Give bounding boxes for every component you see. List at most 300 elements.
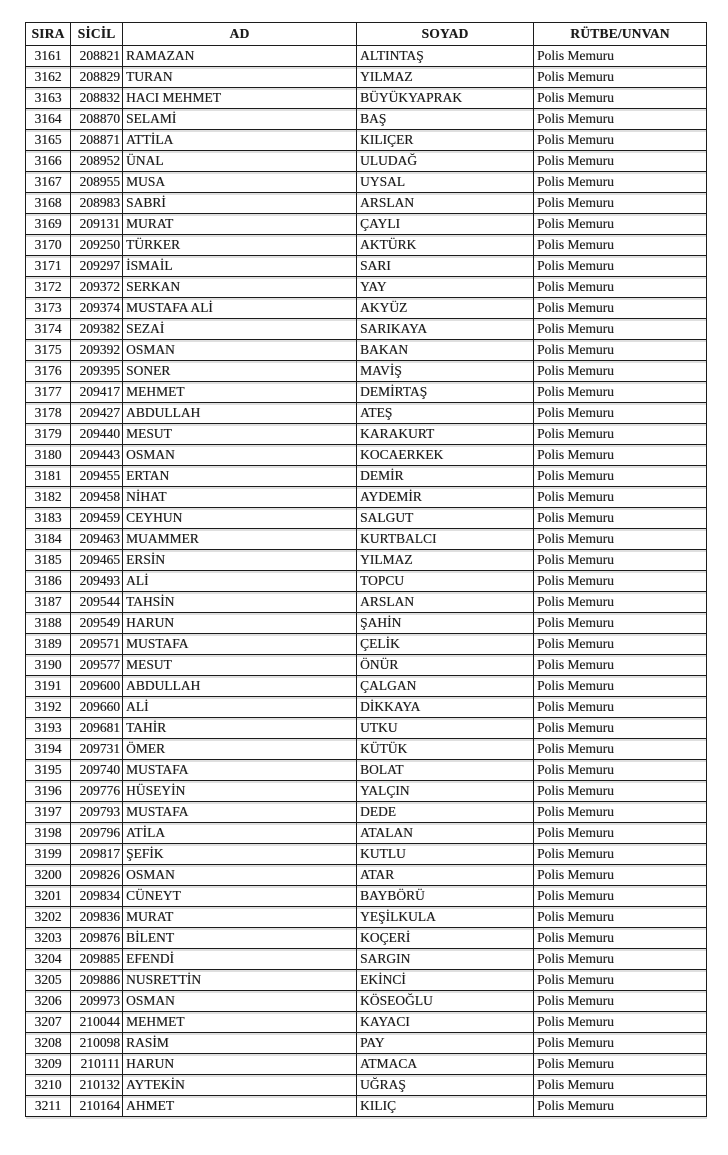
cell-sicil: 209793 [71, 802, 123, 823]
cell-sicil: 209465 [71, 550, 123, 571]
cell-ad: ABDULLAH [123, 403, 357, 424]
column-header-sira: SIRA [26, 23, 71, 46]
cell-rutbe: Polis Memuru [534, 844, 707, 865]
table-row [26, 1075, 707, 1096]
cell-ad: MUSTAFA [123, 634, 357, 655]
table-row [26, 424, 707, 445]
cell-sicil: 209731 [71, 739, 123, 760]
cell-rutbe: Polis Memuru [534, 676, 707, 697]
table-row [26, 172, 707, 193]
cell-ad: MUSTAFA ALİ [123, 298, 357, 319]
table-row [26, 1012, 707, 1033]
cell-soyad: AYDEMİR [357, 487, 534, 508]
cell-soyad: ATAR [357, 865, 534, 886]
cell-ad: ALİ [123, 697, 357, 718]
cell-sira: 3193 [26, 718, 71, 739]
cell-sicil: 209577 [71, 655, 123, 676]
cell-sira: 3187 [26, 592, 71, 613]
cell-rutbe: Polis Memuru [534, 592, 707, 613]
cell-sira: 3164 [26, 109, 71, 130]
cell-soyad: UTKU [357, 718, 534, 739]
table-row [26, 298, 707, 319]
table-row [26, 508, 707, 529]
cell-ad: ÜNAL [123, 151, 357, 172]
cell-sicil: 209549 [71, 613, 123, 634]
cell-sicil: 209973 [71, 991, 123, 1012]
cell-sira: 3190 [26, 655, 71, 676]
table-row [26, 655, 707, 676]
cell-ad: OSMAN [123, 991, 357, 1012]
column-header-soyad: SOYAD [357, 23, 534, 46]
cell-sira: 3200 [26, 865, 71, 886]
cell-sicil: 209681 [71, 718, 123, 739]
cell-rutbe: Polis Memuru [534, 697, 707, 718]
cell-sira: 3191 [26, 676, 71, 697]
cell-rutbe: Polis Memuru [534, 508, 707, 529]
table-row [26, 256, 707, 277]
cell-rutbe: Polis Memuru [534, 907, 707, 928]
cell-ad: SABRİ [123, 193, 357, 214]
cell-soyad: BOLAT [357, 760, 534, 781]
cell-soyad: ÖNÜR [357, 655, 534, 676]
cell-sicil: 209382 [71, 319, 123, 340]
table-row [26, 760, 707, 781]
cell-sicil: 209392 [71, 340, 123, 361]
cell-rutbe: Polis Memuru [534, 1033, 707, 1054]
cell-ad: RAMAZAN [123, 46, 357, 67]
cell-sicil: 209885 [71, 949, 123, 970]
cell-ad: BİLENT [123, 928, 357, 949]
cell-rutbe: Polis Memuru [534, 928, 707, 949]
cell-rutbe: Polis Memuru [534, 67, 707, 88]
cell-sira: 3186 [26, 571, 71, 592]
cell-soyad: YAY [357, 277, 534, 298]
cell-soyad: YILMAZ [357, 67, 534, 88]
cell-sicil: 209427 [71, 403, 123, 424]
cell-sicil: 210132 [71, 1075, 123, 1096]
cell-sicil: 209834 [71, 886, 123, 907]
cell-soyad: KILIÇ [357, 1096, 534, 1117]
cell-soyad: MAVİŞ [357, 361, 534, 382]
cell-soyad: UYSAL [357, 172, 534, 193]
table-row [26, 970, 707, 991]
cell-sicil: 209458 [71, 487, 123, 508]
cell-rutbe: Polis Memuru [534, 424, 707, 445]
cell-rutbe: Polis Memuru [534, 298, 707, 319]
cell-sira: 3169 [26, 214, 71, 235]
cell-rutbe: Polis Memuru [534, 88, 707, 109]
cell-rutbe: Polis Memuru [534, 970, 707, 991]
cell-sira: 3208 [26, 1033, 71, 1054]
cell-sira: 3177 [26, 382, 71, 403]
cell-rutbe: Polis Memuru [534, 949, 707, 970]
table-row [26, 844, 707, 865]
cell-soyad: KILIÇER [357, 130, 534, 151]
cell-rutbe: Polis Memuru [534, 151, 707, 172]
table-row [26, 382, 707, 403]
cell-sicil: 209817 [71, 844, 123, 865]
cell-sira: 3184 [26, 529, 71, 550]
table-row [26, 151, 707, 172]
cell-sira: 3171 [26, 256, 71, 277]
cell-rutbe: Polis Memuru [534, 1054, 707, 1075]
cell-sira: 3161 [26, 46, 71, 67]
cell-rutbe: Polis Memuru [534, 130, 707, 151]
cell-sicil: 210044 [71, 1012, 123, 1033]
cell-sira: 3195 [26, 760, 71, 781]
cell-ad: SELAMİ [123, 109, 357, 130]
table-row [26, 445, 707, 466]
cell-rutbe: Polis Memuru [534, 256, 707, 277]
cell-soyad: ÇELİK [357, 634, 534, 655]
cell-sira: 3182 [26, 487, 71, 508]
cell-sicil: 209886 [71, 970, 123, 991]
cell-ad: ABDULLAH [123, 676, 357, 697]
cell-ad: SEZAİ [123, 319, 357, 340]
cell-ad: ŞEFİK [123, 844, 357, 865]
cell-ad: TAHİR [123, 718, 357, 739]
cell-rutbe: Polis Memuru [534, 487, 707, 508]
cell-ad: MESUT [123, 655, 357, 676]
cell-rutbe: Polis Memuru [534, 319, 707, 340]
cell-sicil: 209600 [71, 676, 123, 697]
cell-ad: CEYHUN [123, 508, 357, 529]
cell-sicil: 209459 [71, 508, 123, 529]
cell-sira: 3181 [26, 466, 71, 487]
cell-rutbe: Polis Memuru [534, 1096, 707, 1117]
cell-ad: NUSRETTİN [123, 970, 357, 991]
cell-sicil: 208821 [71, 46, 123, 67]
cell-rutbe: Polis Memuru [534, 865, 707, 886]
cell-soyad: SARGIN [357, 949, 534, 970]
table-row [26, 319, 707, 340]
cell-rutbe: Polis Memuru [534, 529, 707, 550]
cell-sira: 3167 [26, 172, 71, 193]
cell-soyad: KAYACI [357, 1012, 534, 1033]
cell-rutbe: Polis Memuru [534, 802, 707, 823]
cell-ad: SONER [123, 361, 357, 382]
cell-ad: ALİ [123, 571, 357, 592]
cell-sira: 3166 [26, 151, 71, 172]
cell-soyad: YILMAZ [357, 550, 534, 571]
cell-ad: EFENDİ [123, 949, 357, 970]
table-row [26, 613, 707, 634]
table-row [26, 865, 707, 886]
cell-sicil: 209374 [71, 298, 123, 319]
cell-sicil: 209826 [71, 865, 123, 886]
table-row [26, 592, 707, 613]
table-header [26, 23, 707, 46]
cell-rutbe: Polis Memuru [534, 655, 707, 676]
cell-soyad: DEMİRTAŞ [357, 382, 534, 403]
cell-soyad: ATEŞ [357, 403, 534, 424]
cell-sicil: 208832 [71, 88, 123, 109]
cell-rutbe: Polis Memuru [534, 739, 707, 760]
cell-ad: RASİM [123, 1033, 357, 1054]
cell-rutbe: Polis Memuru [534, 445, 707, 466]
cell-soyad: ULUDAĞ [357, 151, 534, 172]
cell-ad: HÜSEYİN [123, 781, 357, 802]
cell-rutbe: Polis Memuru [534, 172, 707, 193]
cell-sira: 3180 [26, 445, 71, 466]
cell-soyad: ARSLAN [357, 193, 534, 214]
cell-soyad: AKTÜRK [357, 235, 534, 256]
table-row [26, 697, 707, 718]
cell-soyad: BAŞ [357, 109, 534, 130]
cell-sira: 3203 [26, 928, 71, 949]
table-row [26, 487, 707, 508]
table-row [26, 403, 707, 424]
cell-sicil: 209776 [71, 781, 123, 802]
cell-sicil: 209571 [71, 634, 123, 655]
cell-sira: 3194 [26, 739, 71, 760]
cell-soyad: BAYBÖRÜ [357, 886, 534, 907]
cell-rutbe: Polis Memuru [534, 235, 707, 256]
cell-sira: 3198 [26, 823, 71, 844]
cell-sicil: 209297 [71, 256, 123, 277]
cell-sira: 3179 [26, 424, 71, 445]
cell-sira: 3170 [26, 235, 71, 256]
cell-soyad: ŞAHİN [357, 613, 534, 634]
cell-rutbe: Polis Memuru [534, 466, 707, 487]
cell-ad: ÖMER [123, 739, 357, 760]
table-row [26, 109, 707, 130]
cell-sira: 3165 [26, 130, 71, 151]
cell-ad: OSMAN [123, 340, 357, 361]
cell-soyad: KUTLU [357, 844, 534, 865]
cell-sira: 3188 [26, 613, 71, 634]
cell-rutbe: Polis Memuru [534, 550, 707, 571]
table-row [26, 361, 707, 382]
cell-sira: 3173 [26, 298, 71, 319]
cell-sira: 3207 [26, 1012, 71, 1033]
table-row [26, 88, 707, 109]
column-header-rutbe: RÜTBE/UNVAN [534, 23, 707, 46]
cell-soyad: BAKAN [357, 340, 534, 361]
cell-soyad: YALÇIN [357, 781, 534, 802]
cell-ad: MEHMET [123, 1012, 357, 1033]
cell-ad: MUSTAFA [123, 802, 357, 823]
table-row [26, 739, 707, 760]
table-row [26, 466, 707, 487]
cell-ad: CÜNEYT [123, 886, 357, 907]
table-row [26, 550, 707, 571]
cell-sicil: 210111 [71, 1054, 123, 1075]
cell-rutbe: Polis Memuru [534, 991, 707, 1012]
cell-sira: 3205 [26, 970, 71, 991]
cell-soyad: TOPCU [357, 571, 534, 592]
cell-soyad: ATALAN [357, 823, 534, 844]
cell-ad: MUAMMER [123, 529, 357, 550]
cell-rutbe: Polis Memuru [534, 781, 707, 802]
table-row [26, 214, 707, 235]
table-row [26, 67, 707, 88]
cell-soyad: SARIKAYA [357, 319, 534, 340]
cell-soyad: DEMİR [357, 466, 534, 487]
cell-ad: MUSA [123, 172, 357, 193]
cell-sira: 3174 [26, 319, 71, 340]
cell-ad: MESUT [123, 424, 357, 445]
cell-sicil: 208983 [71, 193, 123, 214]
cell-sicil: 209440 [71, 424, 123, 445]
cell-soyad: YEŞİLKULA [357, 907, 534, 928]
cell-sira: 3176 [26, 361, 71, 382]
table-row [26, 949, 707, 970]
cell-soyad: UĞRAŞ [357, 1075, 534, 1096]
cell-soyad: ATMACA [357, 1054, 534, 1075]
cell-ad: HARUN [123, 613, 357, 634]
cell-sicil: 209131 [71, 214, 123, 235]
cell-sira: 3206 [26, 991, 71, 1012]
cell-soyad: AKYÜZ [357, 298, 534, 319]
table-row [26, 907, 707, 928]
cell-ad: MEHMET [123, 382, 357, 403]
table-row [26, 928, 707, 949]
cell-rutbe: Polis Memuru [534, 760, 707, 781]
cell-rutbe: Polis Memuru [534, 214, 707, 235]
cell-ad: TAHSİN [123, 592, 357, 613]
cell-sicil: 209876 [71, 928, 123, 949]
cell-sicil: 208955 [71, 172, 123, 193]
table-row [26, 718, 707, 739]
table-row [26, 781, 707, 802]
cell-ad: ERSİN [123, 550, 357, 571]
cell-soyad: ALTINTAŞ [357, 46, 534, 67]
cell-soyad: ÇAYLI [357, 214, 534, 235]
cell-soyad: KÖSEOĞLU [357, 991, 534, 1012]
cell-sira: 3185 [26, 550, 71, 571]
cell-sicil: 209836 [71, 907, 123, 928]
cell-sira: 3197 [26, 802, 71, 823]
cell-soyad: KOÇERİ [357, 928, 534, 949]
cell-sicil: 209740 [71, 760, 123, 781]
cell-soyad: KURTBALCI [357, 529, 534, 550]
cell-sira: 3204 [26, 949, 71, 970]
table-row [26, 1096, 707, 1117]
cell-sicil: 208829 [71, 67, 123, 88]
cell-rutbe: Polis Memuru [534, 361, 707, 382]
cell-sira: 3162 [26, 67, 71, 88]
cell-sira: 3199 [26, 844, 71, 865]
cell-rutbe: Polis Memuru [534, 634, 707, 655]
header-row [26, 23, 707, 46]
cell-ad: MURAT [123, 907, 357, 928]
cell-ad: SERKAN [123, 277, 357, 298]
cell-soyad: ÇALGAN [357, 676, 534, 697]
table-row [26, 529, 707, 550]
cell-ad: HACI MEHMET [123, 88, 357, 109]
cell-rutbe: Polis Memuru [534, 109, 707, 130]
cell-rutbe: Polis Memuru [534, 718, 707, 739]
table-row [26, 634, 707, 655]
table-body [26, 46, 707, 1117]
cell-ad: NİHAT [123, 487, 357, 508]
table-row [26, 676, 707, 697]
cell-soyad: ARSLAN [357, 592, 534, 613]
cell-rutbe: Polis Memuru [534, 340, 707, 361]
cell-sicil: 209372 [71, 277, 123, 298]
cell-sira: 3211 [26, 1096, 71, 1117]
cell-sira: 3201 [26, 886, 71, 907]
cell-sicil: 210164 [71, 1096, 123, 1117]
table-row [26, 193, 707, 214]
table-row [26, 1033, 707, 1054]
cell-sira: 3192 [26, 697, 71, 718]
table-row [26, 823, 707, 844]
cell-sicil: 209455 [71, 466, 123, 487]
cell-ad: TURAN [123, 67, 357, 88]
cell-rutbe: Polis Memuru [534, 403, 707, 424]
cell-ad: HARUN [123, 1054, 357, 1075]
table-row [26, 277, 707, 298]
cell-sicil: 208952 [71, 151, 123, 172]
cell-soyad: SARI [357, 256, 534, 277]
cell-sira: 3202 [26, 907, 71, 928]
cell-sira: 3163 [26, 88, 71, 109]
cell-ad: AHMET [123, 1096, 357, 1117]
table-row [26, 886, 707, 907]
cell-soyad: DİKKAYA [357, 697, 534, 718]
cell-ad: OSMAN [123, 445, 357, 466]
cell-sira: 3189 [26, 634, 71, 655]
cell-ad: İSMAİL [123, 256, 357, 277]
cell-rutbe: Polis Memuru [534, 277, 707, 298]
cell-ad: AYTEKİN [123, 1075, 357, 1096]
cell-rutbe: Polis Memuru [534, 1012, 707, 1033]
table-row [26, 340, 707, 361]
cell-sicil: 209417 [71, 382, 123, 403]
table-row [26, 235, 707, 256]
table-row [26, 802, 707, 823]
cell-soyad: KÜTÜK [357, 739, 534, 760]
cell-sicil: 208870 [71, 109, 123, 130]
table-row [26, 571, 707, 592]
cell-ad: ATİLA [123, 823, 357, 844]
column-header-sicil: SİCİL [71, 23, 123, 46]
cell-ad: OSMAN [123, 865, 357, 886]
cell-ad: MUSTAFA [123, 760, 357, 781]
cell-soyad: KARAKURT [357, 424, 534, 445]
column-header-ad: AD [123, 23, 357, 46]
cell-sicil: 209463 [71, 529, 123, 550]
cell-ad: ATTİLA [123, 130, 357, 151]
cell-rutbe: Polis Memuru [534, 382, 707, 403]
cell-sira: 3175 [26, 340, 71, 361]
cell-sicil: 210098 [71, 1033, 123, 1054]
cell-rutbe: Polis Memuru [534, 886, 707, 907]
cell-sicil: 209250 [71, 235, 123, 256]
cell-rutbe: Polis Memuru [534, 571, 707, 592]
cell-ad: TÜRKER [123, 235, 357, 256]
cell-soyad: EKİNCİ [357, 970, 534, 991]
cell-sira: 3196 [26, 781, 71, 802]
cell-sicil: 209395 [71, 361, 123, 382]
cell-rutbe: Polis Memuru [534, 823, 707, 844]
cell-sicil: 208871 [71, 130, 123, 151]
personnel-table [25, 22, 707, 1117]
table-row [26, 46, 707, 67]
cell-sira: 3168 [26, 193, 71, 214]
cell-sira: 3183 [26, 508, 71, 529]
cell-sira: 3209 [26, 1054, 71, 1075]
cell-sira: 3172 [26, 277, 71, 298]
table-row [26, 1054, 707, 1075]
cell-soyad: PAY [357, 1033, 534, 1054]
table-row [26, 991, 707, 1012]
cell-soyad: SALGUT [357, 508, 534, 529]
cell-sira: 3178 [26, 403, 71, 424]
cell-sicil: 209493 [71, 571, 123, 592]
